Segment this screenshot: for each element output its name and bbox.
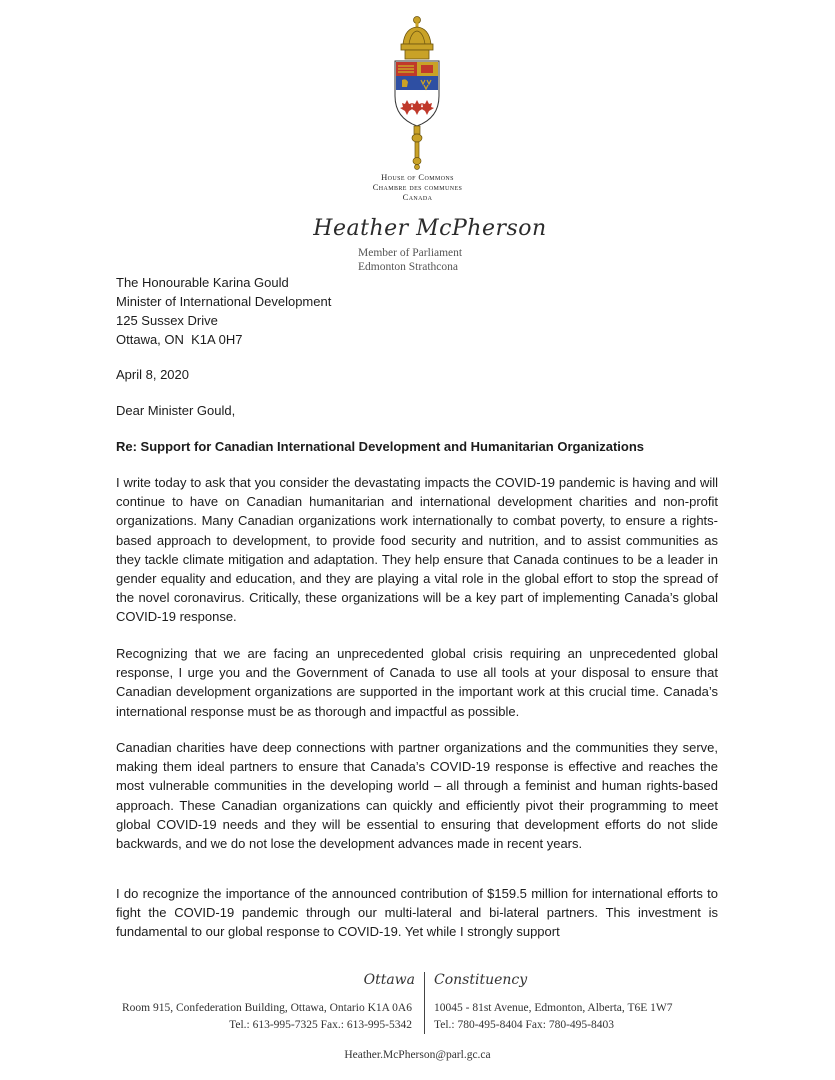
subject-line: Re: Support for Canadian International Development and Humanitarian Organizations: [116, 439, 645, 454]
mp-name: Heather McPherson: [313, 216, 547, 241]
recipient-title: Minister of International Development: [116, 294, 332, 309]
recipient-city: Ottawa, ON K1A 0H7: [116, 332, 243, 347]
recipient-name: The Honourable Karina Gould: [116, 275, 289, 290]
footer-ottawa-phone: Tel.: 613-995-7325 Fax.: 613-995-5342: [229, 1019, 412, 1031]
footer-constituency-heading: Constituency: [434, 972, 528, 988]
footer-ottawa-office: [40, 1000, 412, 1034]
footer-ottawa-heading: Ottawa: [363, 972, 415, 988]
letter-date: April 8, 2020: [116, 367, 189, 382]
house-of-commons-crest-icon: [383, 14, 451, 172]
letterhead-line3: Canada: [402, 192, 433, 202]
recipient-address: [116, 273, 331, 349]
recipient-street: 125 Sussex Drive: [116, 313, 218, 328]
body-paragraph-2: Recognizing that we are facing an unprecedented global crisis requiring an unprecedented global response, I urge you and the Government of Canada to use all tools at your disposal to ensure that Canadian development organizations are supported in the important work at this crucial time. Canada’s international response must be as thorough and impactful as possible.: [116, 646, 718, 719]
footer-email[interactable]: Heather.McPherson@parl.gc.ca: [344, 1049, 491, 1061]
footer-divider: [424, 972, 425, 1034]
footer-ottawa-address: Room 915, Confederation Building, Ottawa, Ontario K1A 0A6: [121, 1002, 412, 1014]
letterhead-line1: House of Commons: [381, 172, 454, 182]
body-paragraph-4: I do recognize the importance of the announced contribution of $159.5 million for international efforts to fight the COVID-19 pandemic through our multi-lateral and bi-lateral partners. This investment is fundamental to our global response to COVID-19. Yet while I strongly support: [116, 886, 718, 940]
mp-title: Member of Parliament: [358, 247, 463, 259]
mp-details: [358, 246, 462, 274]
letterhead-line2: Chambre des communes: [372, 182, 463, 192]
footer-constituency-office: [434, 1000, 673, 1034]
mp-riding: Edmonton Strathcona: [358, 261, 458, 273]
body-paragraph-1: I write today to ask that you consider the devastating impacts the COVID-19 pandemic is having and will continue to have on Canadian humanitarian and international development charities and non-profit organizations. Many Canadian organizations work internationally to combat poverty, to ensure a rights-based approach to development, to provide food security and nutrition, and to assist communities as they tackle climate mitigation and adaptation. They help ensure that Canada continues to be a leader in gender equality and education, and they are playing a vital role in the global effort to stop the spread of the novel coronavirus. Critically, these organizations will be a key part of implementing Canada’s global COVID-19 response.: [116, 475, 718, 625]
body-paragraph-3: Canadian charities have deep connections with partner organizations and the communities they serve, making them ideal partners to ensure that Canada’s COVID-19 response is effective and reaches the most vulnerable communities in the developing world – all through a feminist and human rights-based approach. These Canadian organizations can quickly and efficiently pivot their programming to meet global COVID-19 needs and they will be essential to ensuring that development efforts do not slide backwards, and we do not lose the development advances made in recent years.: [116, 740, 718, 852]
footer-constituency-phone: Tel.: 780-495-8404 Fax: 780-495-8403: [434, 1019, 614, 1031]
footer-constituency-address: 10045 - 81st Avenue, Edmonton, Alberta, T6E 1W7: [434, 1002, 673, 1014]
letterhead-institution: [0, 172, 835, 202]
salutation: Dear Minister Gould,: [116, 403, 236, 418]
